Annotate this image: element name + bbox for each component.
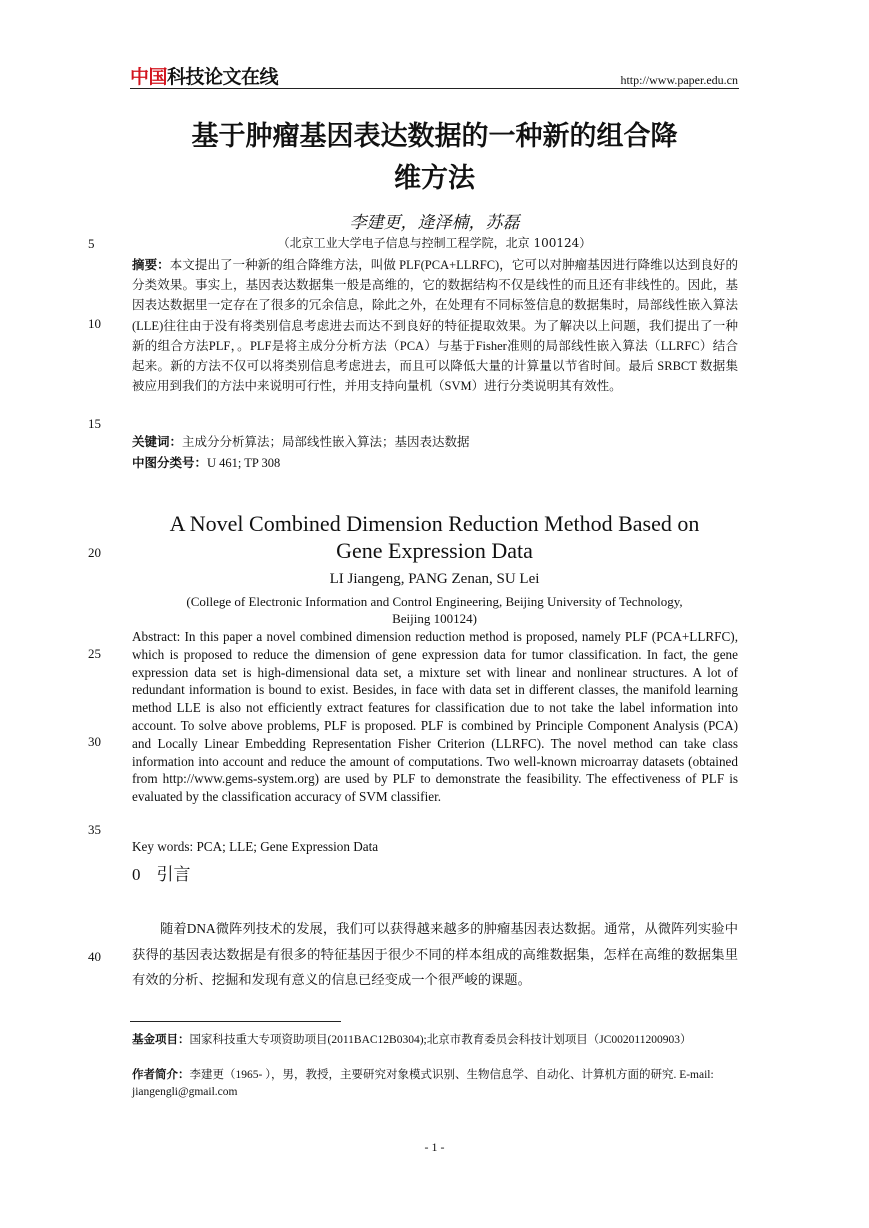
english-abstract-label: Abstract: [132, 629, 181, 644]
logo-red-text: 中国 [130, 66, 168, 88]
line-number-25: 25 [88, 646, 101, 661]
chinese-affiliation: （北京工业大学电子信息与控制工程学院，北京 100124） [277, 236, 592, 250]
footnote-author [132, 1066, 738, 1101]
keywords-text: 主成分分析算法；局部线性嵌入算法；基因表达数据 [182, 435, 470, 449]
line-number-10: 10 [88, 316, 101, 331]
line-number-40: 40 [88, 949, 101, 964]
chinese-abstract [132, 255, 738, 396]
page-number: - 1 - [424, 1140, 445, 1154]
classification-text: U 461; TP 308 [207, 456, 281, 470]
english-abstract [132, 628, 738, 806]
english-title-line-1: A Novel Combined Dimension Reduction Method Based on [169, 511, 700, 536]
english-authors: LI Jiangeng, PANG Zenan, SU Lei [329, 571, 540, 587]
english-keywords-label: Key words: [132, 839, 194, 854]
header-rule [130, 88, 739, 89]
fund-text: 国家科技重大专项资助项目(2011BAC12B0304);北京市教育委员会科技计划项目（JC002011200903） [189, 1034, 692, 1046]
section-number: 0 [132, 865, 141, 884]
abstract-label: 摘要： [132, 257, 170, 272]
chinese-keywords [132, 432, 738, 452]
english-title-line-2: Gene Expression Data [336, 538, 533, 563]
english-affiliation [130, 593, 739, 627]
chinese-title-line-1: 基于肿瘤基因表达数据的一种新的组合降 [191, 121, 678, 152]
line-number-5: 5 [88, 236, 95, 251]
author-bio-text: 李建更（1965- ），男，教授，主要研究对象模式识别、生物信息学、自动化、计算机方面的研究. E-mail: jiangengli@gmail.com [132, 1069, 714, 1098]
classification-number [132, 453, 738, 473]
chinese-authors: 李建更，逄泽楠，苏磊 [349, 213, 520, 233]
author-bio-label: 作者简介： [132, 1067, 190, 1081]
classification-label: 中图分类号： [132, 455, 208, 470]
english-abstract-text: In this paper a novel combined dimension reduction method is proposed, namely PLF (PCA+LLRFC), which is proposed to reduce the dimension of gene expression data for tumor classification. In fact, the gene expression data set is high-dimensional data set, a mixture set with linear and nonlinear structures. A lot of redundant information is bound to exist. Besides, in face with data set in different classes, the manifold learning method LLE is also not efficiently extract features for classification due to not take the label information into account. To solve above problems, PLF is proposed. PLF is combined by Principle Component Analysis (PCA) and Locally Linear Embedding Representation Fisher Criterion (LLRFC). The novel method can take class information into account and reduce the amount of computations. Two well-known microarray datasets (obtained from http://www.gems-system.org) are used by PLF to demonstrate the feasibility. The effectiveness of PLF is evaluated by the classification accuracy of SVM classifier. [132, 629, 738, 805]
logo-black-text: 科技论文在线 [167, 66, 279, 88]
chinese-title-line-2: 维方法 [394, 163, 475, 194]
footnote-rule [130, 1021, 341, 1022]
section-title: 引言 [156, 865, 191, 885]
abstract-text: 本文提出了一种新的组合降维方法，叫做 PLF(PCA+LLRFC)，它可以对肿瘤基因进行降维以达到良好的分类效果。事实上，基因表达数据集一般是高维的，它的数据结构不仅是线性的而且还有非线性的。因此，基因表达数据里一定存在了很多的冗余信息，除此之外，在处理有不同标签信息的数据集时，局部线性嵌入算法(LLE)往往由于没有将类别信息考虑进去而达不到良好的特征提取效果。为了解决以上问题，我们提出了一种新的组合方法PLF，。PLF是将主成分分析方法（PCA）与基于Fisher准则的局部线性嵌入算法（LLRFC）结合起来。新的方法不仅可以将类别信息考虑进去，而且可以降低大量的计算量以节省时间。最后 SRBCT 数据集被应用到我们的方法中来说明可行性，并用支持向量机（SVM）进行分类说明其有效性。 [132, 258, 738, 394]
site-logo [130, 62, 278, 89]
english-affiliation-line-2: Beijing 100124) [392, 611, 477, 626]
fund-label: 基金项目： [132, 1032, 190, 1046]
intro-paragraph: 随着DNA微阵列技术的发展，我们可以获得越来越多的肿瘤基因表达数据。通常，从微阵列实验中获得的基因表达数据是有很多的特征基因于很少不同的样本组成的高维数据集，怎样在高维的数据集里有效的分析、挖掘和发现有意义的信息已经变成一个很严峻的课题。 [132, 921, 738, 988]
english-affiliation-line-1: (College of Electronic Information and Control Engineering, Beijing University of Technology, [186, 594, 683, 609]
footnote-fund [132, 1031, 738, 1049]
english-keywords-text: PCA; LLE; Gene Expression Data [193, 839, 379, 854]
english-keywords [132, 838, 738, 856]
section-heading [132, 860, 191, 885]
line-number-15: 15 [88, 416, 101, 431]
line-number-20: 20 [88, 545, 101, 560]
keywords-label: 关键词： [132, 434, 183, 449]
english-title [130, 510, 739, 564]
line-number-30: 30 [88, 734, 101, 749]
chinese-title [130, 116, 739, 200]
line-number-35: 35 [88, 822, 101, 837]
header-url[interactable]: http://www.paper.edu.cn [620, 73, 738, 87]
